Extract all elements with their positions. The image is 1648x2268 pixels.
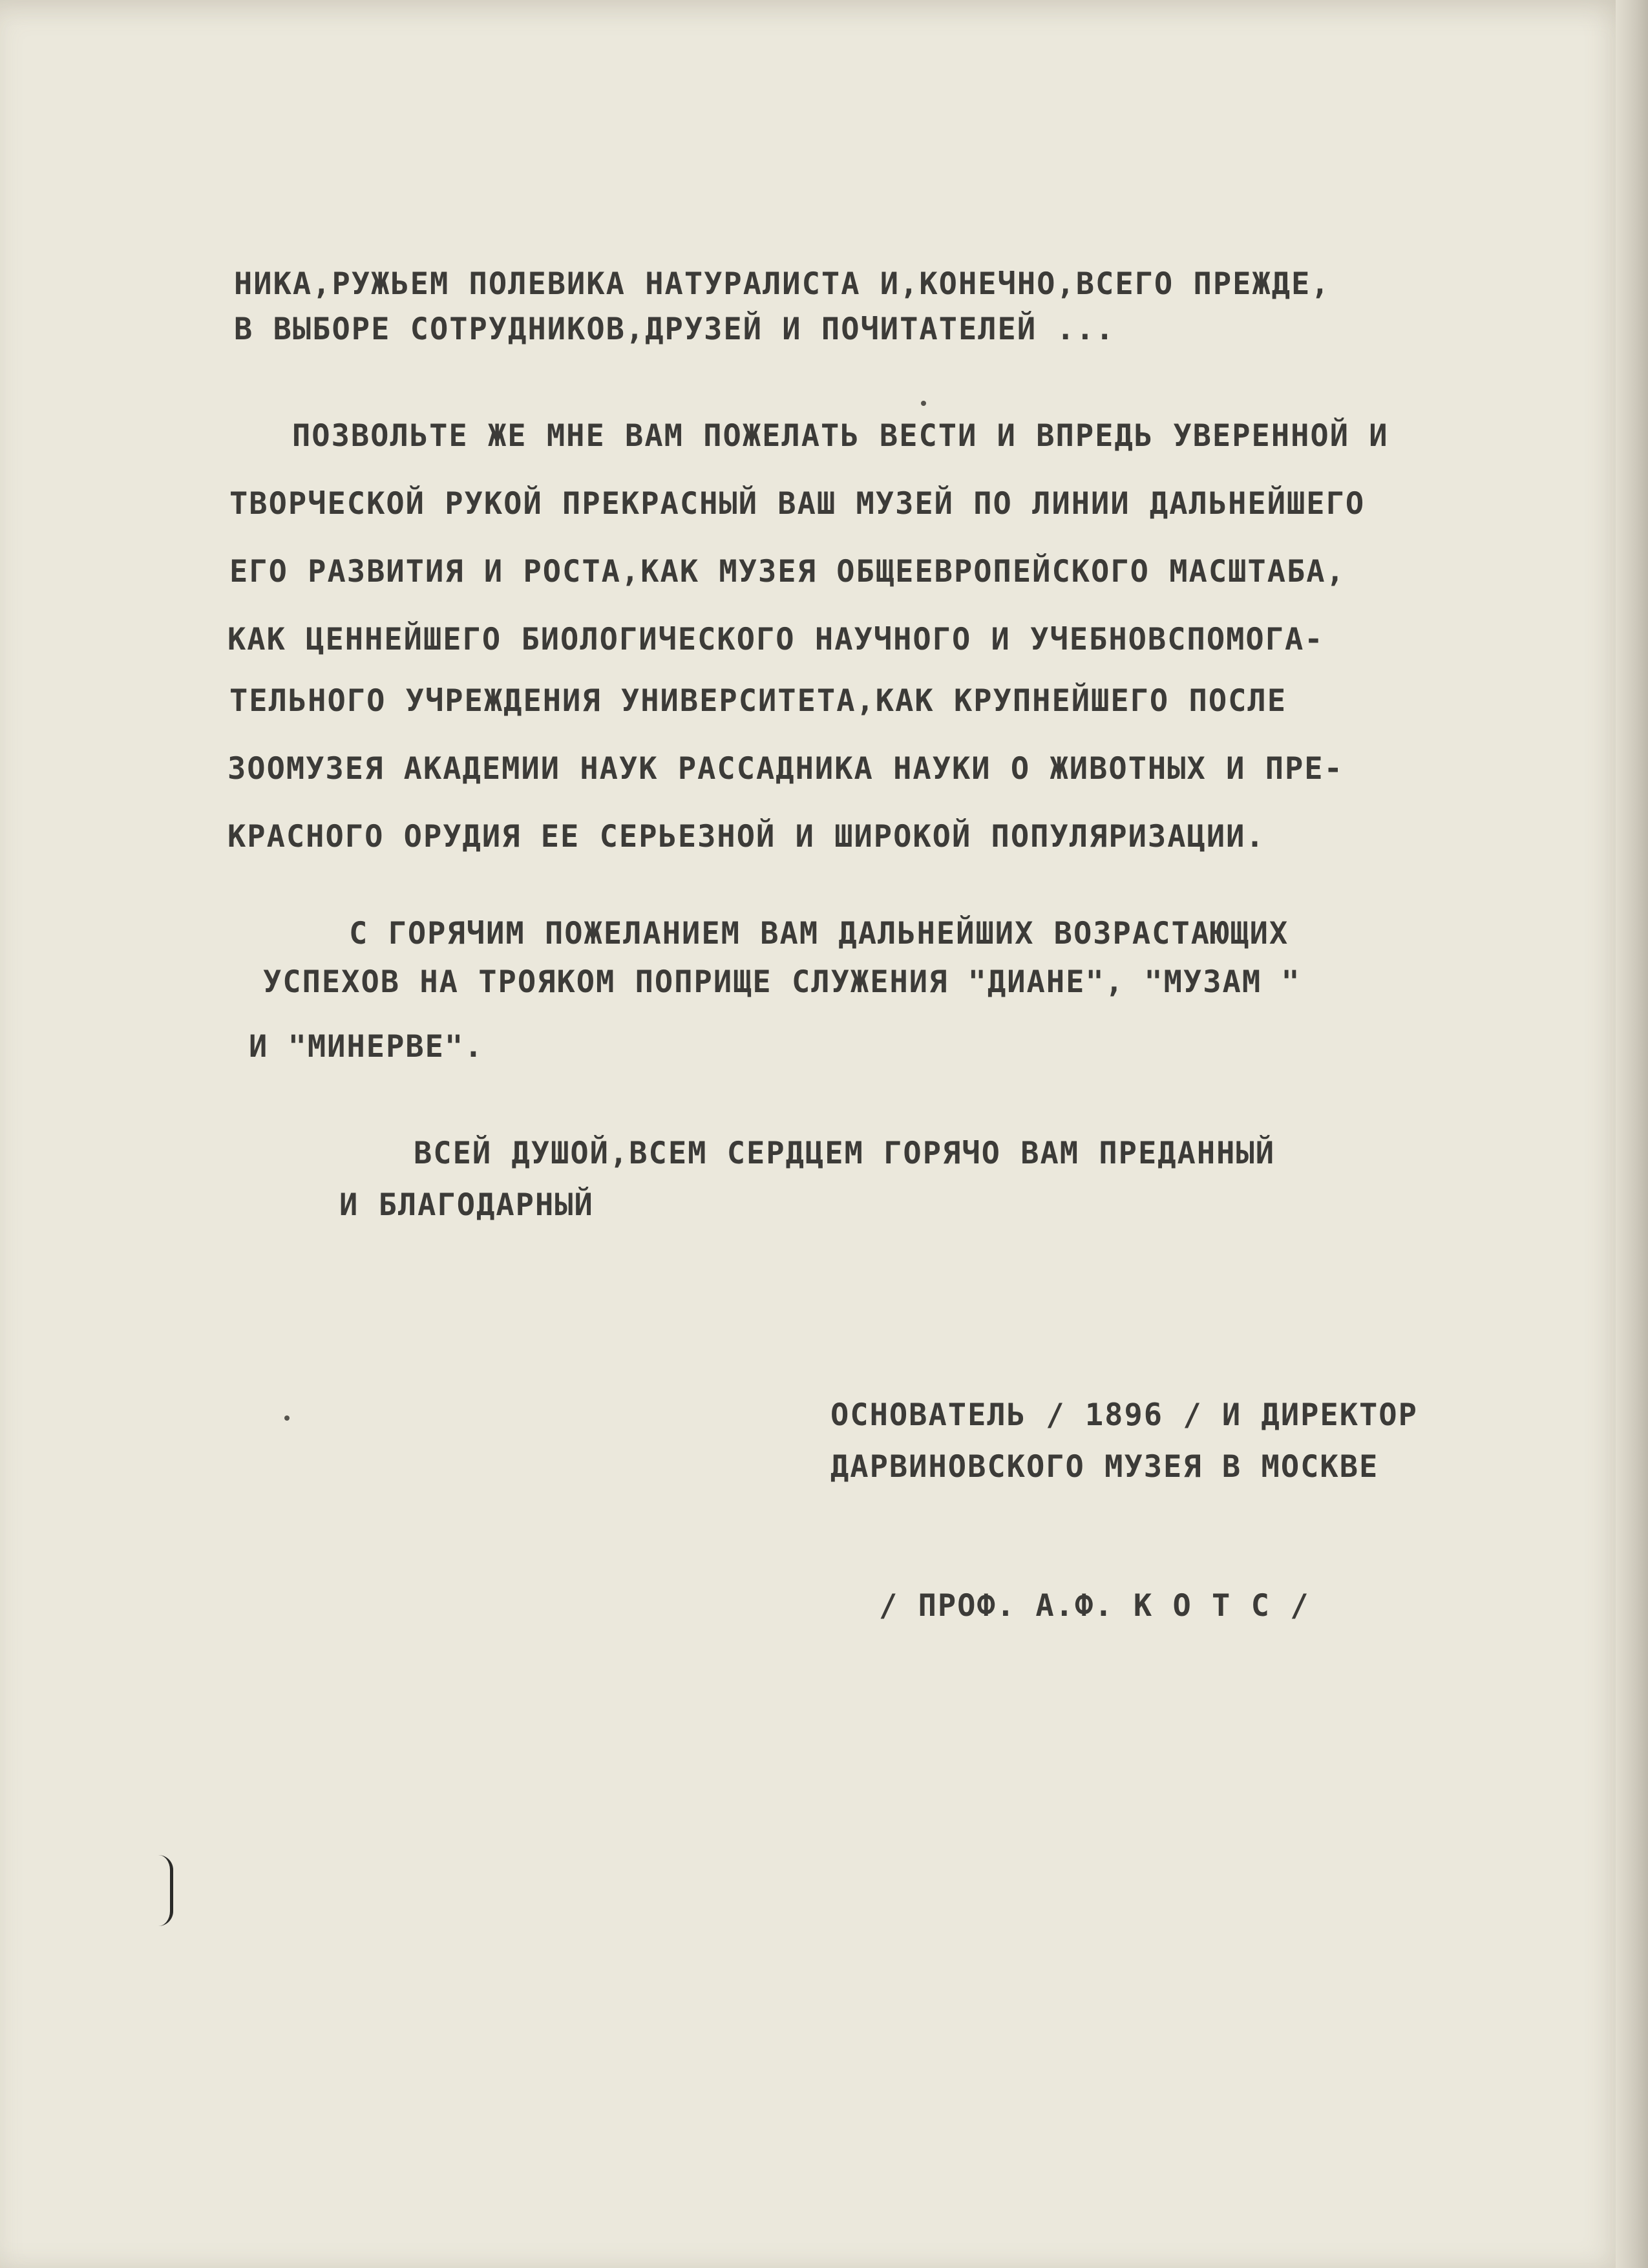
body-line: С ГОРЯЧИМ ПОЖЕЛАНИЕМ ВАМ ДАЛЬНЕЙШИХ ВОЗРАСТАЮЩИХ <box>349 916 1289 951</box>
body-line: ЗООМУЗЕЯ АКАДЕМИИ НАУК РАССАДНИКА НАУКИ О ЖИВОТНЫХ И ПРЕ- <box>227 751 1344 787</box>
closing-line: ВСЕЙ ДУШОЙ,ВСЕМ СЕРДЦЕМ ГОРЯЧО ВАМ ПРЕДАННЫЙ <box>414 1136 1276 1171</box>
page-edge <box>1616 0 1648 2268</box>
hand-mark <box>158 1855 173 1926</box>
ink-dot <box>921 401 926 406</box>
ink-dot <box>284 1415 290 1421</box>
body-line: ЕГО РАЗВИТИЯ И РОСТА,КАК МУЗЕЯ ОБЩЕЕВРОПЕЙСКОГО МАСШТАБА, <box>229 554 1346 589</box>
body-line: КРАСНОГО ОРУДИЯ ЕЕ СЕРЬЕЗНОЙ И ШИРОКОЙ ПОПУЛЯРИЗАЦИИ. <box>227 819 1265 854</box>
body-line: ТВОРЧЕСКОЙ РУКОЙ ПРЕКРАСНЫЙ ВАШ МУЗЕЙ ПО ЛИНИИ ДАЛЬНЕЙШЕГО <box>229 486 1366 522</box>
signature-title: ОСНОВАТЕЛЬ / 1896 / И ДИРЕКТОР <box>830 1397 1418 1433</box>
closing-line: И БЛАГОДАРНЫЙ <box>339 1187 594 1223</box>
signature-name: / ПРОФ. А.Ф. К О Т С / <box>879 1588 1310 1624</box>
body-line: НИКА,РУЖЬЕМ ПОЛЕВИКА НАТУРАЛИСТА И,КОНЕЧНО,ВСЕГО ПРЕЖДЕ, <box>234 266 1331 302</box>
body-line: УСПЕХОВ НА ТРОЯКОМ ПОПРИЩЕ СЛУЖЕНИЯ "ДИАНЕ", "МУЗАМ " <box>263 964 1301 1000</box>
body-line: В ВЫБОРЕ СОТРУДНИКОВ,ДРУЗЕЙ И ПОЧИТАТЕЛЕЙ ... <box>234 312 1115 347</box>
body-line: И "МИНЕРВЕ". <box>249 1029 484 1065</box>
body-line: КАК ЦЕННЕЙШЕГО БИОЛОГИЧЕСКОГО НАУЧНОГО И УЧЕБНОВСПОМОГА- <box>227 622 1324 657</box>
body-line: ТЕЛЬНОГО УЧРЕЖДЕНИЯ УНИВЕРСИТЕТА,КАК КРУПНЕЙШЕГО ПОСЛЕ <box>229 683 1287 719</box>
signature-title: ДАРВИНОВСКОГО МУЗЕЯ В МОСКВЕ <box>830 1449 1379 1485</box>
body-line: ПОЗВОЛЬТЕ ЖЕ МНЕ ВАМ ПОЖЕЛАТЬ ВЕСТИ И ВПРЕДЬ УВЕРЕННОЙ И <box>292 418 1389 454</box>
